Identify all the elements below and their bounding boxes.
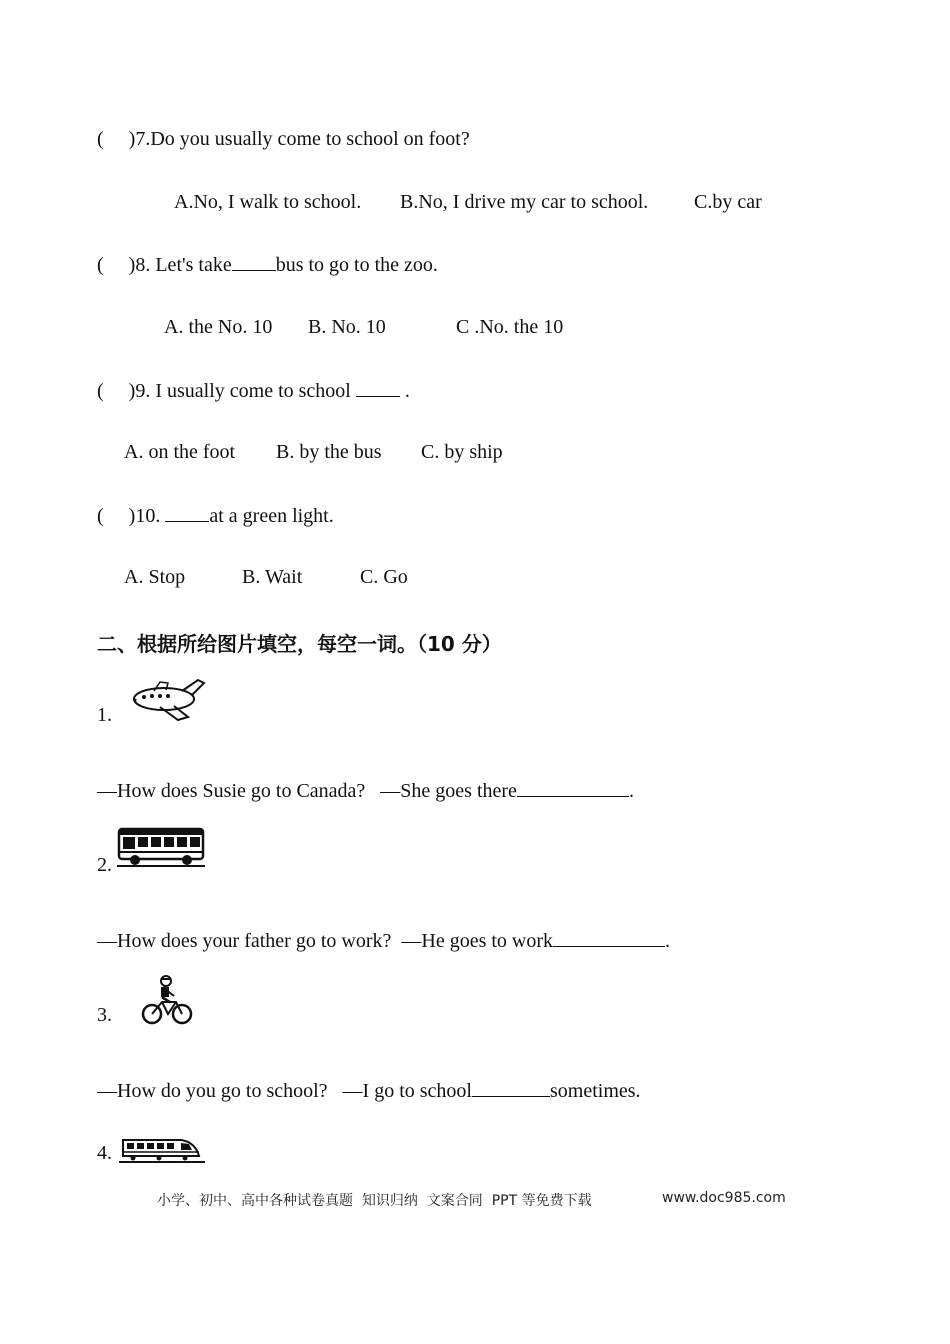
answer-blank[interactable] — [553, 928, 665, 947]
answer-paren-close: ) — [128, 254, 136, 276]
item-number: 4. — [97, 1142, 112, 1164]
answer-text-after: . — [628, 780, 634, 802]
question-stem-before: I usually come to school — [155, 380, 351, 402]
question-9 — [97, 378, 410, 403]
item-number: 2. — [97, 854, 112, 876]
answer-text-before: —I go to school — [342, 1080, 472, 1102]
option-b: B. Wait — [242, 566, 303, 588]
item-number: 3. — [97, 1004, 112, 1026]
bus-icon — [117, 826, 205, 868]
question-number: 10. — [135, 505, 161, 527]
question-number: 7. — [135, 128, 151, 150]
question-stem-before: Let's take — [155, 254, 232, 276]
answer-paren-open: ( — [97, 128, 104, 150]
train-icon — [119, 1136, 205, 1166]
answer-paren-open: ( — [97, 505, 104, 527]
question-text: —How does Susie go to Canada? — [97, 780, 366, 802]
footer-text: 小学、初中、高中各种试卷真题 知识归纳 文案合同 PPT 等免费下载 — [157, 1193, 592, 1209]
option-c: C. by ship — [421, 441, 503, 463]
airplane-icon — [130, 677, 208, 723]
answer-text-after: . — [665, 930, 671, 952]
question-7 — [97, 127, 470, 151]
question-8 — [97, 252, 438, 277]
answer-blank[interactable] — [472, 1078, 550, 1097]
option-b: B. No. 10 — [308, 316, 386, 338]
option-a: A.No, I walk to school. — [174, 191, 362, 213]
answer-blank[interactable] — [517, 778, 629, 797]
answer-text-before: —She goes there — [380, 780, 517, 802]
answer-text-before: —He goes to work — [401, 930, 554, 952]
question-stem-after: at a green light. — [209, 505, 334, 527]
option-c: C .No. the 10 — [456, 316, 564, 338]
footer-url[interactable]: www.doc985.com — [662, 1190, 786, 1206]
question-stem-after: bus to go to the zoo. — [275, 254, 438, 276]
item-2-dialogue — [97, 928, 670, 953]
answer-blank[interactable] — [165, 503, 209, 522]
answer-paren-close: ) — [128, 128, 136, 150]
option-b: B. by the bus — [276, 441, 382, 463]
option-a: A. Stop — [124, 566, 186, 588]
question-number: 8. — [135, 254, 151, 276]
question-number: 9. — [135, 380, 151, 402]
option-a: A. on the foot — [124, 441, 236, 463]
answer-paren-open: ( — [97, 254, 104, 276]
question-text: —How do you go to school? — [97, 1080, 328, 1102]
bicycle-icon — [140, 974, 194, 1026]
answer-paren-close: ) — [128, 505, 136, 527]
answer-text-after: sometimes. — [549, 1080, 641, 1102]
option-a: A. the No. 10 — [164, 316, 273, 338]
item-1-dialogue — [97, 778, 634, 803]
option-c: C. Go — [360, 566, 408, 588]
section-heading: 二、根据所给图片填空，每空一词。（10 分） — [97, 632, 502, 656]
option-c: C.by car — [694, 191, 762, 213]
question-stem: Do you usually come to school on foot? — [150, 128, 470, 150]
question-10 — [97, 503, 334, 528]
answer-blank[interactable] — [232, 252, 276, 271]
answer-blank[interactable] — [356, 378, 400, 397]
item-3-dialogue — [97, 1078, 641, 1103]
question-text: —How does your father go to work? — [97, 930, 392, 952]
question-stem-after: . — [404, 380, 410, 402]
option-b: B.No, I drive my car to school. — [400, 191, 649, 213]
answer-paren-open: ( — [97, 380, 104, 402]
answer-paren-close: ) — [128, 380, 136, 402]
item-number: 1. — [97, 704, 112, 726]
